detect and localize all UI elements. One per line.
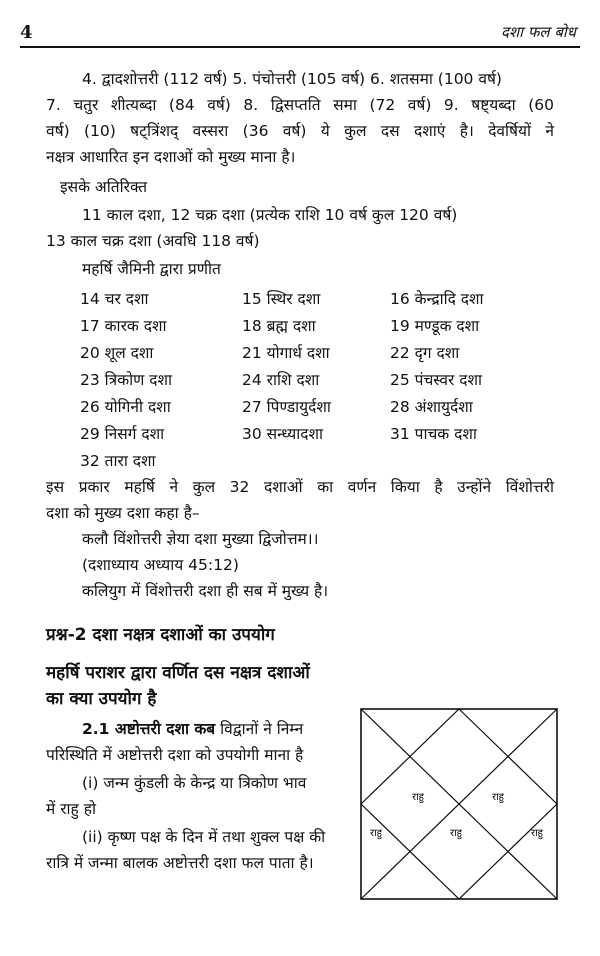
section-lead (82, 718, 303, 740)
list-item: 16 केन्द्रादि दशा (390, 290, 484, 308)
text-line: 11 काल दशा, 12 चक्र दशा (प्रत्येक राशि 10 वर्ष कुल 120 वर्ष) (82, 206, 458, 224)
text-line: महर्षि जैमिनी द्वारा प्रणीत (82, 260, 221, 278)
text-line: रात्रि में जन्मा बालक अष्टोत्तरी दशा फल पाता है। (46, 854, 314, 872)
list-item: 27 पिण्डायुर्दशा (242, 398, 331, 416)
running-title: दशा फल बोध (501, 23, 576, 41)
text-line: 13 काल चक्र दशा (अवधि 118 वर्ष) (46, 232, 260, 250)
text-line: कलियुग में विंशोत्तरी दशा ही सब में मुख्य है। (82, 582, 329, 600)
verse-citation: (दशाध्याय अध्याय 45:12) (82, 556, 239, 574)
list-item: 18 ब्रह्म दशा (242, 317, 316, 335)
list-item: 23 त्रिकोण दशा (80, 371, 173, 389)
subheading-line: महर्षि पराशर द्वारा वर्णित दस नक्षत्र दशाओं (46, 663, 310, 683)
text-line: (ii) कृष्ण पक्ष के दिन में तथा शुक्ल पक्ष की (82, 828, 326, 846)
chart-label-rahu: राहु (412, 792, 424, 803)
section-lead-bold: 2.1 अष्टोत्तरी दशा कब (82, 720, 216, 738)
list-item: 31 पाचक दशा (390, 425, 477, 443)
list-item: 15 स्थिर दशा (242, 290, 321, 308)
chart-label-rahu: राहु (492, 792, 504, 803)
section-heading: प्रश्न-2 दशा नक्षत्र दशाओं का उपयोग (46, 625, 275, 645)
list-item: 30 सन्ध्यादशा (242, 425, 324, 443)
text-line: में राहु हो (46, 800, 96, 818)
list-item: 29 निसर्ग दशा (80, 425, 165, 443)
list-item: 32 तारा दशा (80, 452, 156, 470)
horoscope-chart (360, 708, 558, 900)
list-item: 24 राशि दशा (242, 371, 320, 389)
text-line: वर्ष) (10) षट्त्रिंशद् वस्सरा (36 वर्ष) ये कुल दस दशाएं है। देवर्षियों ने (46, 122, 554, 140)
sanskrit-verse: कलौ विंशोत्तरी ज्ञेया दशा मुख्या द्विजोत्तम।। (82, 530, 319, 548)
text-line: दशा को मुख्य दशा कहा है– (46, 504, 200, 522)
header-rule (20, 46, 580, 48)
list-item: 20 शूल दशा (80, 344, 154, 362)
text-line: परिस्थिति में अष्टोत्तरी दशा को उपयोगी माना है (46, 746, 304, 764)
list-item: 26 योगिनी दशा (80, 398, 171, 416)
list-item: 22 दृग दशा (390, 344, 460, 362)
list-item: 25 पंचस्वर दशा (390, 371, 482, 389)
subheading-line: का क्या उपयोग है (46, 689, 157, 709)
text-line: (i) जन्म कुंडली के केन्द्र या त्रिकोण भाव (82, 774, 307, 792)
text-line: 7. चतुर शीत्यब्दा (84 वर्ष) 8. द्विसप्तति समा (72 वर्ष) 9. षष्ट्यब्दा (60 (46, 96, 554, 114)
list-item: 17 कारक दशा (80, 317, 167, 335)
page-number: 4 (20, 22, 33, 43)
text-line: इसके अतिरिक्त (60, 178, 148, 196)
list-item: 28 अंशायुर्दशा (390, 398, 473, 416)
list-item: 14 चर दशा (80, 290, 149, 308)
chart-label-rahu: राहु (370, 828, 382, 839)
page-header (20, 18, 580, 48)
text-line: 4. द्वादशोत्तरी (112 वर्ष) 5. पंचोत्तरी (105 वर्ष) 6. शतसमा (100 वर्ष) (82, 70, 502, 88)
list-item: 21 योगार्ध दशा (242, 344, 330, 362)
text-line: इस प्रकार महर्षि ने कुल 32 दशाओं का वर्णन किया है उन्होंने विंशोत्तरी (46, 478, 554, 496)
section-lead-rest: विद्वानों ने निम्न (215, 720, 304, 738)
list-item: 19 मण्डूक दशा (390, 317, 480, 335)
chart-label-rahu: राहु (450, 828, 462, 839)
chart-label-rahu: राहु (531, 828, 543, 839)
text-line: नक्षत्र आधारित इन दशाओं को मुख्य माना है। (46, 148, 296, 166)
